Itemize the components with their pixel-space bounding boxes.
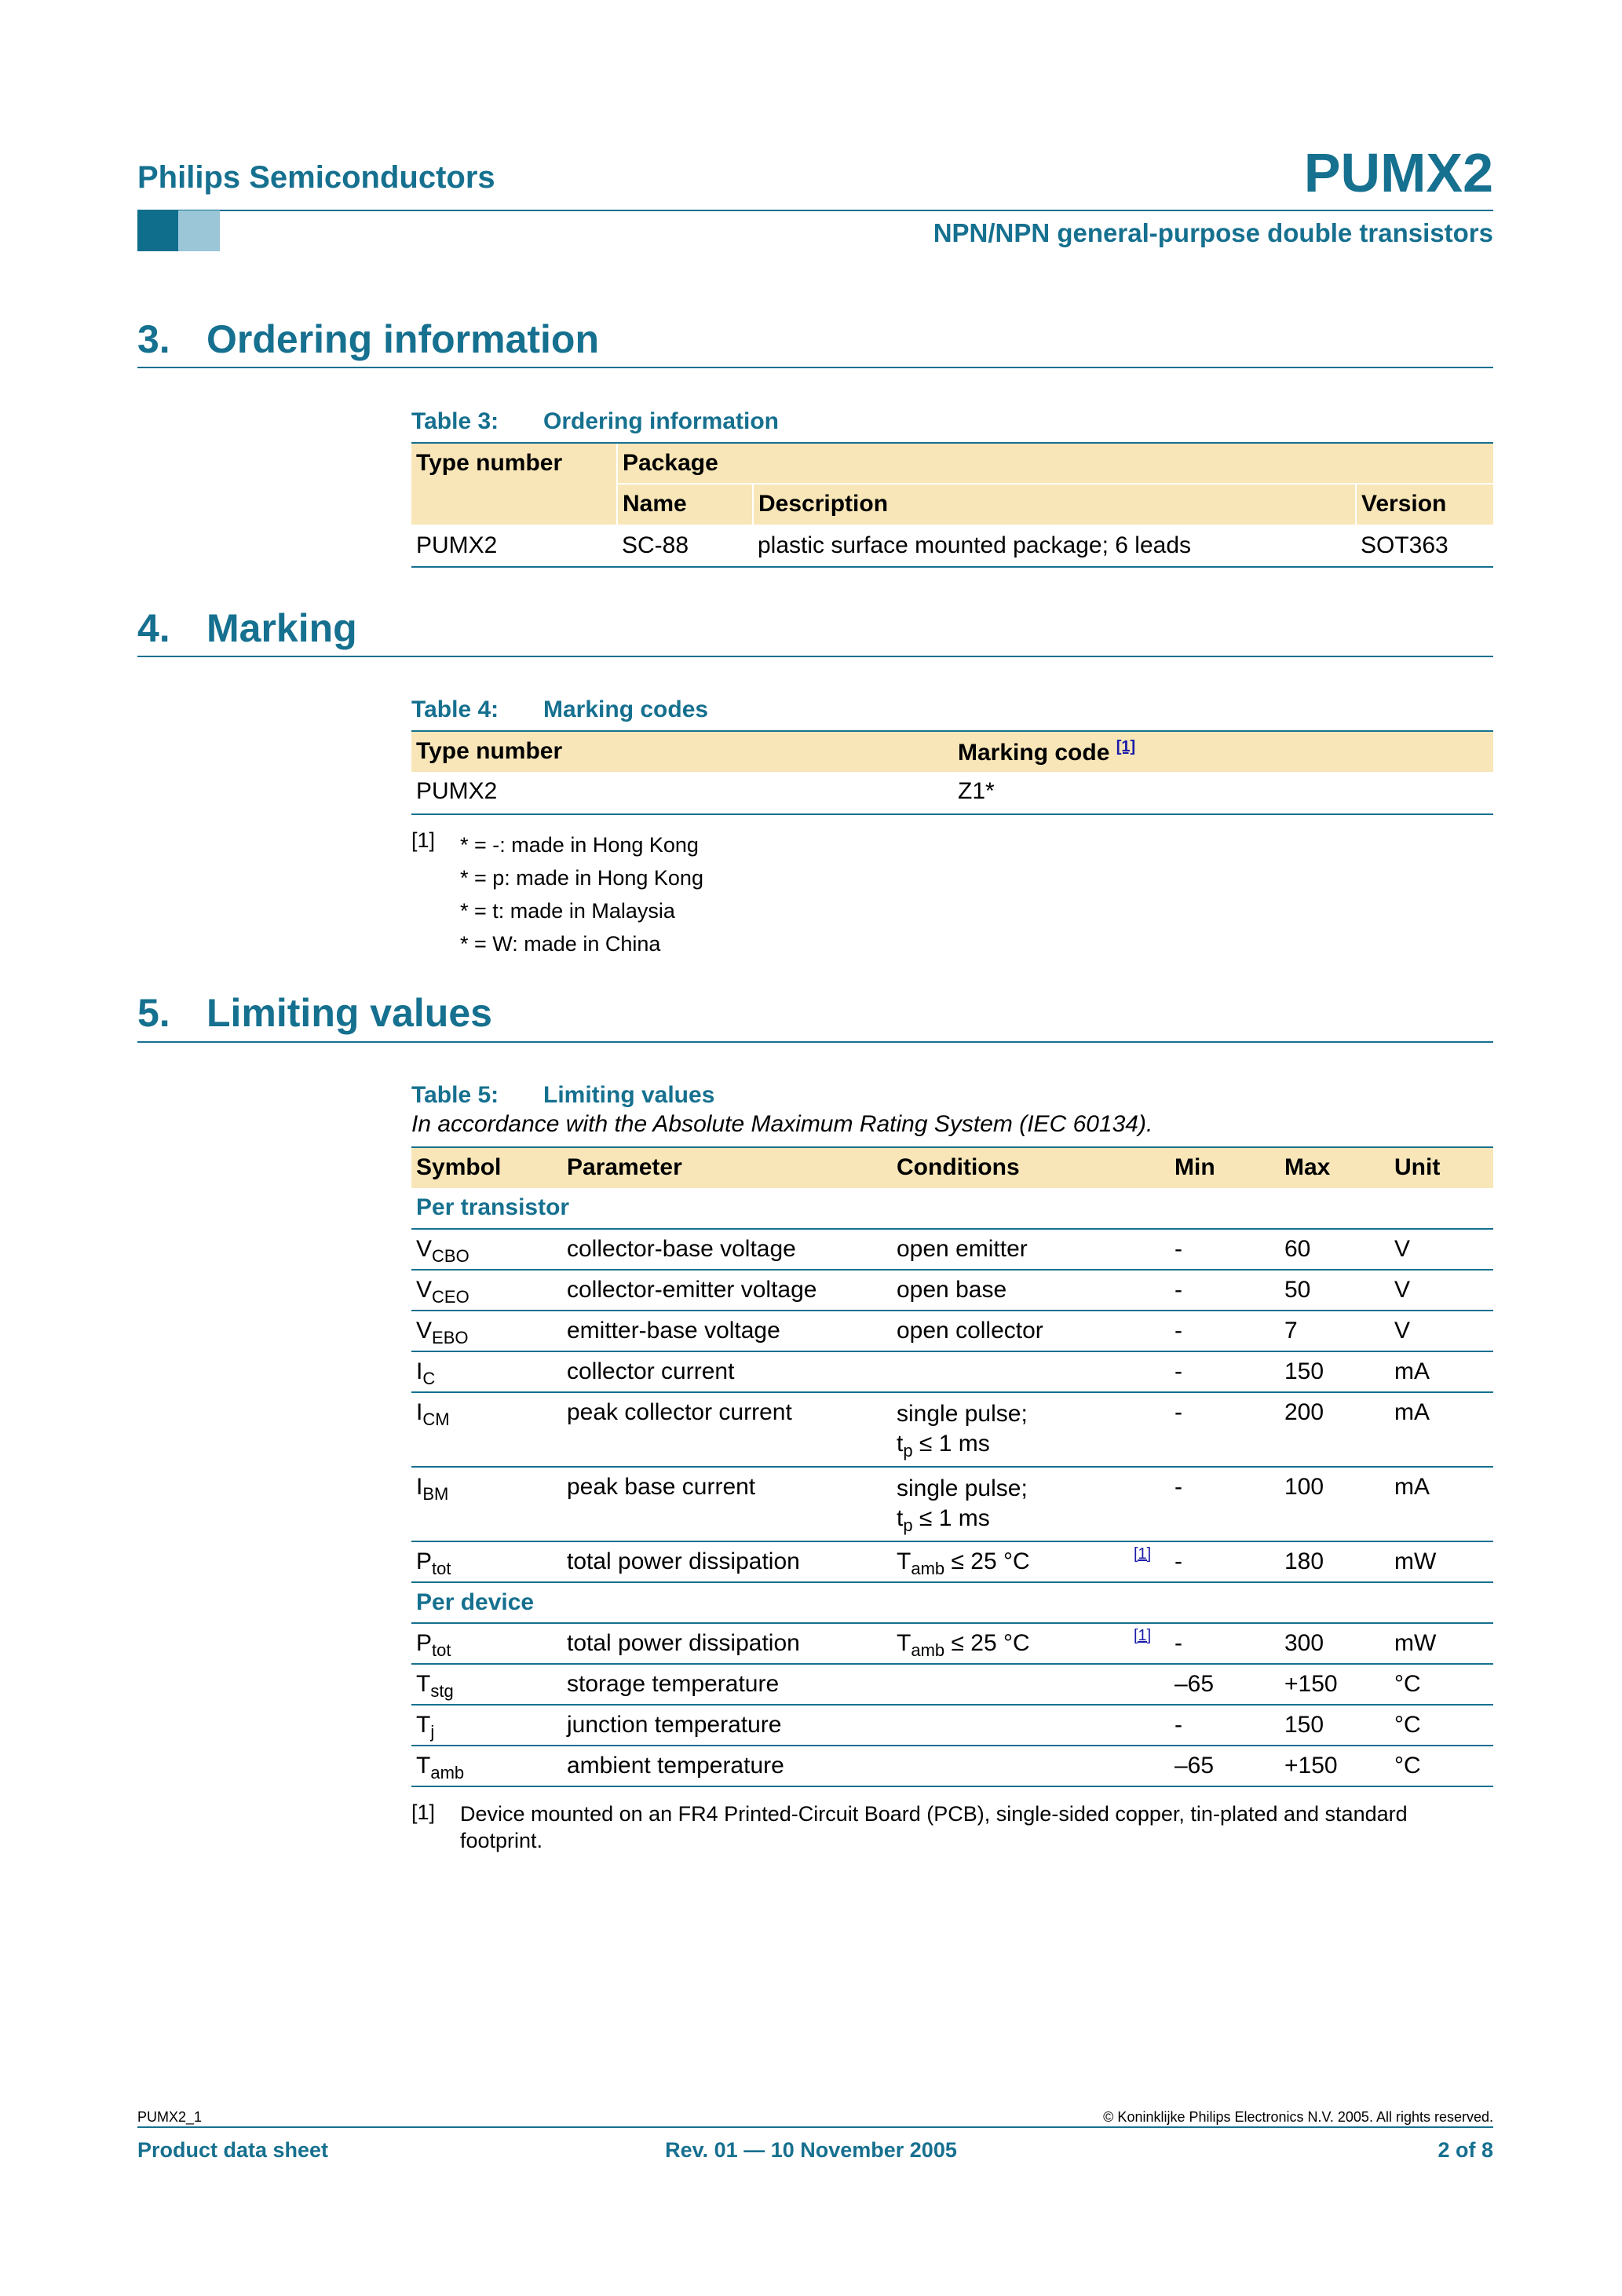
limiting-values-footnote: [411, 1801, 1493, 1863]
col-type-number: Type number: [411, 731, 953, 772]
section-rule: [137, 1041, 1493, 1043]
product-name: PUMX2: [1303, 142, 1493, 203]
footnote-line: * = W: made in China: [460, 932, 661, 956]
limiting-values-table: [411, 1146, 1493, 1787]
header-rule: [137, 210, 1493, 211]
section-title: Marking: [206, 606, 357, 650]
footer-revision: Rev. 01 — 10 November 2005: [665, 2138, 957, 2162]
footer-doc-type: Product data sheet: [137, 2138, 329, 2162]
col-max: Max: [1280, 1147, 1390, 1188]
table-3-caption: [411, 408, 779, 435]
section-rule: [137, 367, 1493, 368]
section-4-heading: [137, 605, 357, 651]
table-row: $T_{amb}$ ambient temperature –65 +150 °C: [411, 1746, 1493, 1786]
marking-table: [411, 730, 1493, 815]
product-subtitle: NPN/NPN general-purpose double transistors: [933, 218, 1493, 247]
section-number: 5.: [137, 991, 170, 1035]
footnote-line: * = t: made in Malaysia: [460, 899, 675, 923]
footnote-line: * = p: made in Hong Kong: [460, 866, 703, 890]
section-number: 4.: [137, 606, 170, 650]
section-title: Limiting values: [206, 991, 492, 1035]
col-min: Min: [1170, 1147, 1280, 1188]
col-unit: Unit: [1390, 1147, 1493, 1188]
footnote-ref-link[interactable]: [1]: [1134, 1627, 1152, 1644]
col-name: Name: [617, 484, 753, 525]
footnote-text: Device mounted on an FR4 Printed-Circuit Board (PCB), single-sided copper, tin-plated and standard footprint.: [460, 1802, 1408, 1852]
footnote-number: [1]: [411, 1801, 436, 1824]
section-number: 3.: [137, 317, 170, 361]
section-rule: [137, 656, 1493, 657]
table-row: $T_j$ junction temperature - 150 °C: [411, 1705, 1493, 1746]
col-parameter: Parameter: [562, 1147, 892, 1188]
table-5-caption: [411, 1082, 714, 1109]
table-row: PUMX2 Z1*: [411, 772, 1493, 814]
table-number: Table 5:: [411, 1082, 499, 1108]
table-row: $P_{tot}$ total power dissipation $T_{amb} \le 25$ °C [1] - 300 mW: [411, 1623, 1493, 1664]
col-conditions: Conditions: [892, 1147, 1170, 1188]
table-number: Table 3:: [411, 408, 499, 434]
footnote-line: * = -: made in Hong Kong: [460, 833, 699, 857]
table-row: $I_C$ collector current - 150 mA: [411, 1351, 1493, 1392]
header-logo-block-dark: [137, 210, 178, 251]
ordering-table: [411, 442, 1493, 568]
col-symbol: Symbol: [411, 1147, 562, 1188]
table-number: Table 4:: [411, 696, 499, 722]
table-title: Marking codes: [543, 696, 709, 722]
table-row: $T_{stg}$ storage temperature –65 +150 °C: [411, 1664, 1493, 1705]
marking-footnote: [411, 828, 1493, 962]
col-package: Package: [617, 443, 1493, 484]
table-4-caption: [411, 696, 708, 723]
table-5-note: In accordance with the Absolute Maximum Rating System (IEC 60134).: [411, 1111, 1153, 1137]
table-title: Limiting values: [543, 1082, 715, 1108]
footnote-number: [1]: [411, 828, 436, 852]
company-name: Philips Semiconductors: [137, 160, 495, 195]
col-type-number: Type number: [411, 443, 617, 525]
group-row-per-device: Per device: [411, 1582, 1493, 1623]
document-id: PUMX2_1: [137, 2109, 203, 2125]
table-row: PUMX2 SC-88 plastic surface mounted package; 6 leads SOT363: [411, 525, 1493, 567]
col-marking-code: Marking code [1]: [953, 731, 1493, 772]
copyright: © Koninklijke Philips Electronics N.V. 2005. All rights reserved.: [1103, 2109, 1493, 2125]
page-number: 2 of 8: [1438, 2138, 1493, 2162]
footnote-ref-link[interactable]: [1]: [1116, 738, 1136, 755]
col-version: Version: [1356, 484, 1493, 525]
table-row: $I_{BM}$ peak base current single pulse; $t_p \le 1$ ms - 100 mA: [411, 1467, 1493, 1541]
group-row-per-transistor: Per transistor: [411, 1188, 1493, 1229]
section-title: Ordering information: [206, 317, 599, 361]
col-description: Description: [753, 484, 1356, 525]
footer-rule: [137, 2126, 1493, 2128]
table-row: $V_{CBO}$ collector-base voltage open emitter - 60 V: [411, 1229, 1493, 1270]
section-3-heading: [137, 316, 599, 362]
section-5-heading: [137, 990, 492, 1036]
table-title: Ordering information: [543, 408, 779, 434]
table-row: $I_{CM}$ peak collector current single pulse; $t_p \le 1$ ms - 200 mA: [411, 1392, 1493, 1467]
table-row: $V_{EBO}$ emitter-base voltage open collector - 7 V: [411, 1311, 1493, 1351]
header-logo-block-light: [178, 210, 220, 251]
table-row: $P_{tot}$ total power dissipation $T_{amb} \le 25$ °C [1] - 180 mW: [411, 1541, 1493, 1582]
table-row: $V_{CEO}$ collector-emitter voltage open base - 50 V: [411, 1270, 1493, 1311]
footnote-ref-link[interactable]: [1]: [1134, 1545, 1152, 1563]
